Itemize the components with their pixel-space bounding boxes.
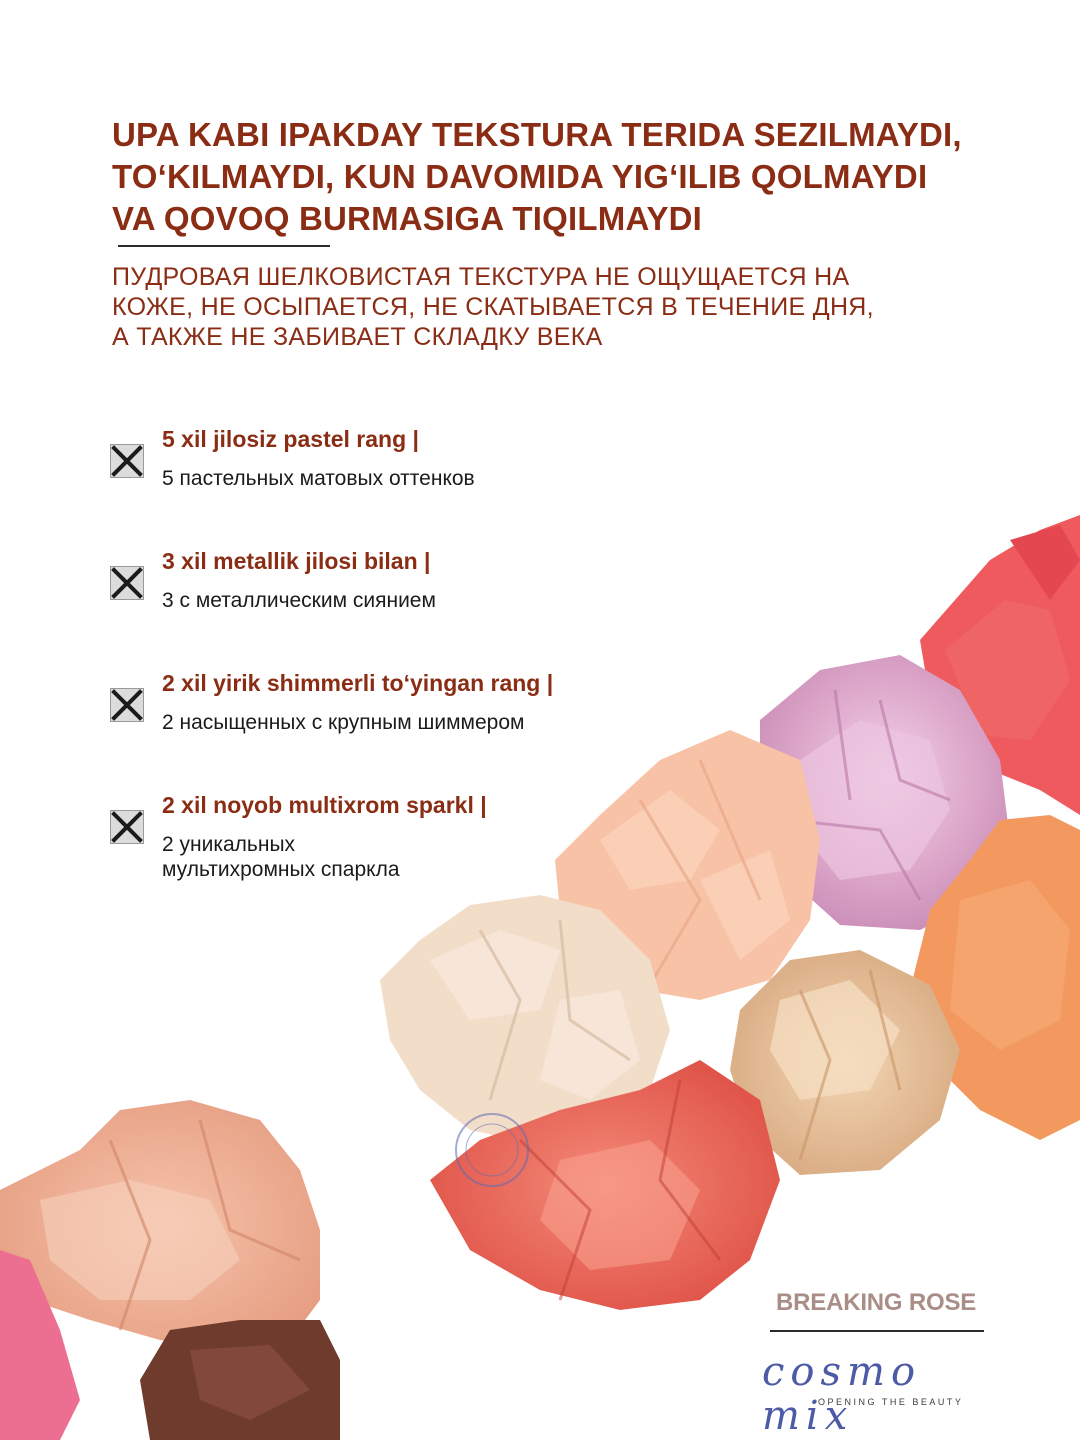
feature-description-line: 2 уникальных [162,833,296,856]
feature-description-line: 3 с металлическим сиянием [162,589,436,612]
checkbox-x-icon [110,688,144,722]
subhead-ru-line-2: КОЖЕ, НЕ ОСЫПАЕТСЯ, НЕ СКАТЫВАЕТСЯ В ТЕЧЕНИЕ ДНЯ, [112,293,874,321]
headline-uz-line-2: TO‘KILMAYDI, KUN DAVOMIDA YIG‘ILIB QOLMAYDI [112,158,928,195]
headline-uz-line-3: VA QOVOQ BURMASIGA TIQILMAYDI [112,200,703,237]
checkbox-x-icon [110,444,144,478]
subhead-ru-line-3: А ТАКЖЕ НЕ ЗАБИВАЕТ СКЛАДКУ ВЕКА [112,323,603,351]
feature-title: 3 xil metallik jilosi bilan | [162,548,431,574]
subhead-ru [112,262,972,352]
headline-uz [112,114,1042,240]
brand-logo: cosmo mix [762,1349,922,1439]
feature-title: 2 xil yirik shimmerli to‘yingan rang | [162,670,554,696]
feature-description-line: 2 насыщенных с крупным шиммером [162,711,525,734]
feature-description-line: мультихромных спаркла [162,858,400,881]
feature-title: 5 xil jilosiz pastel rang | [162,426,419,452]
feature-description [162,588,682,613]
subhead-ru-line-1: ПУДРОВАЯ ШЕЛКОВИСТАЯ ТЕКСТУРА НЕ ОЩУЩАЕТСЯ НА [112,263,850,291]
feature-description [162,832,682,882]
headline-uz-line-1: UPA KABI IPAKDAY TEKSTURA TERIDA SEZILMAYDI, [112,116,962,153]
product-name: BREAKING ROSE [776,1289,977,1316]
feature-description [162,466,682,491]
feature-title: 2 xil noyob multixrom sparkl | [162,792,487,818]
brand-divider [770,1330,984,1332]
feature-description [162,710,682,735]
checkbox-x-icon [110,566,144,600]
checkbox-x-icon [110,810,144,844]
headline-divider [118,245,330,247]
feature-description-line: 5 пастельных матовых оттенков [162,467,475,490]
brand-tagline: OPENING THE BEAUTY [818,1397,964,1407]
